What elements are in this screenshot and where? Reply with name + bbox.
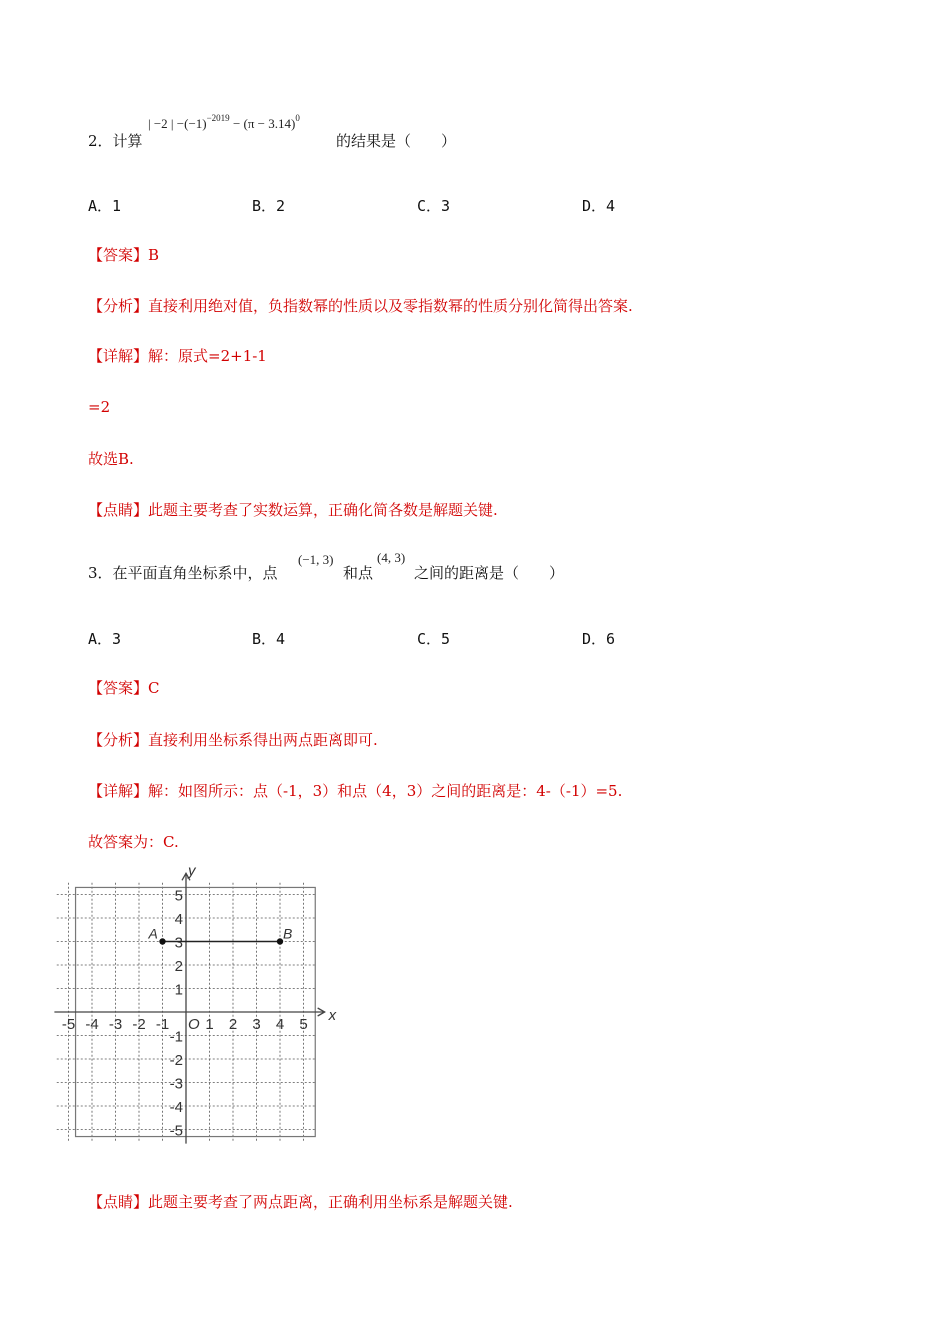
y-tick-label: -3 bbox=[169, 1075, 183, 1093]
x-tick-label: 2 bbox=[228, 1016, 238, 1033]
x-tick-label: -4 bbox=[85, 1016, 99, 1033]
q2-detail: 【详解】解：原式=2+1-1 bbox=[88, 347, 267, 365]
x-tick-label: 3 bbox=[252, 1016, 261, 1033]
q2-conclusion: 故选B. bbox=[88, 450, 134, 468]
y-tick-label: -1 bbox=[169, 1028, 183, 1046]
q2-comment: 【点睛】此题主要考查了实数运算，正确化简各数是解题关键. bbox=[88, 501, 498, 519]
q3-question: 3．在平面直角坐标系中，点 bbox=[88, 564, 278, 582]
q3-point-a: (−1, 3) bbox=[298, 552, 334, 567]
q2-number: 2．计算 bbox=[88, 132, 143, 150]
q2-answer-tag: 【答案】 bbox=[88, 246, 149, 264]
q2-option-a: A．1 bbox=[88, 197, 122, 215]
q2-question bbox=[88, 131, 143, 151]
x-tick-label: -5 bbox=[61, 1016, 76, 1033]
q3-mid: 和点 bbox=[343, 564, 374, 582]
q3-analysis: 【分析】直接利用坐标系得出两点距离即可. bbox=[88, 731, 378, 749]
y-tick-label: 1 bbox=[174, 981, 183, 999]
q2-option-c: C．3 bbox=[417, 197, 451, 215]
q2-analysis: 【分析】直接利用绝对值，负指数幂的性质以及零指数幂的性质分别化简得出答案. bbox=[88, 297, 633, 315]
point-a-label: A bbox=[148, 925, 158, 942]
coordinate-graph bbox=[61, 862, 352, 1140]
q2-question-tail: 的结果是（ ） bbox=[336, 132, 457, 150]
origin-label: O bbox=[188, 1016, 200, 1033]
y-tick-label: -5 bbox=[169, 1122, 183, 1140]
q3-conclusion: 故答案为：C. bbox=[88, 833, 179, 851]
q3-option-b: B．4 bbox=[252, 630, 286, 648]
x-tick-label: -1 bbox=[155, 1016, 170, 1033]
x-axis-label: x bbox=[328, 1007, 337, 1024]
y-tick-label: 5 bbox=[174, 887, 183, 905]
x-tick-label: -3 bbox=[108, 1016, 123, 1033]
x-tick-label: -2 bbox=[132, 1016, 146, 1033]
q3-answer: 【答案】C bbox=[88, 679, 160, 697]
point-b-label: B bbox=[283, 925, 293, 942]
q3-comment: 【点睛】此题主要考查了两点距离，正确利用坐标系是解题关键. bbox=[88, 1193, 513, 1211]
q2-formula: | −2 | $-(-1)^{-2019} - (\pi - 3.14)^0$ bbox=[148, 113, 300, 131]
q3-option-c: C．5 bbox=[417, 630, 451, 648]
q3-tail: 之间的距离是（ ） bbox=[414, 564, 565, 582]
y-tick-label: -2 bbox=[169, 1052, 183, 1069]
point-a bbox=[159, 938, 165, 944]
q2-step: =2 bbox=[88, 398, 111, 416]
y-tick-label: 4 bbox=[174, 911, 183, 928]
y-axis-label: y bbox=[188, 862, 196, 880]
q3-option-d: D．6 bbox=[582, 630, 616, 648]
x-tick-label: 5 bbox=[299, 1016, 308, 1033]
q2-answer bbox=[88, 245, 159, 265]
q2-answer-value: B bbox=[148, 246, 160, 264]
x-tick-label: 1 bbox=[205, 1016, 214, 1033]
q2-option-b: B．2 bbox=[252, 197, 286, 215]
y-tick-label: -4 bbox=[169, 1099, 183, 1116]
y-tick-label: 2 bbox=[174, 958, 183, 975]
x-tick-label: 4 bbox=[275, 1016, 285, 1033]
q3-detail: 【详解】解：如图所示：点（-1，3）和点（4，3）之间的距离是：4-（-1）=5. bbox=[88, 782, 623, 800]
y-tick-label: 3 bbox=[174, 934, 183, 952]
q3-point-b: (4, 3) bbox=[377, 550, 406, 565]
q2-option-d: D．4 bbox=[582, 197, 616, 215]
q3-option-a: A．3 bbox=[88, 630, 122, 648]
